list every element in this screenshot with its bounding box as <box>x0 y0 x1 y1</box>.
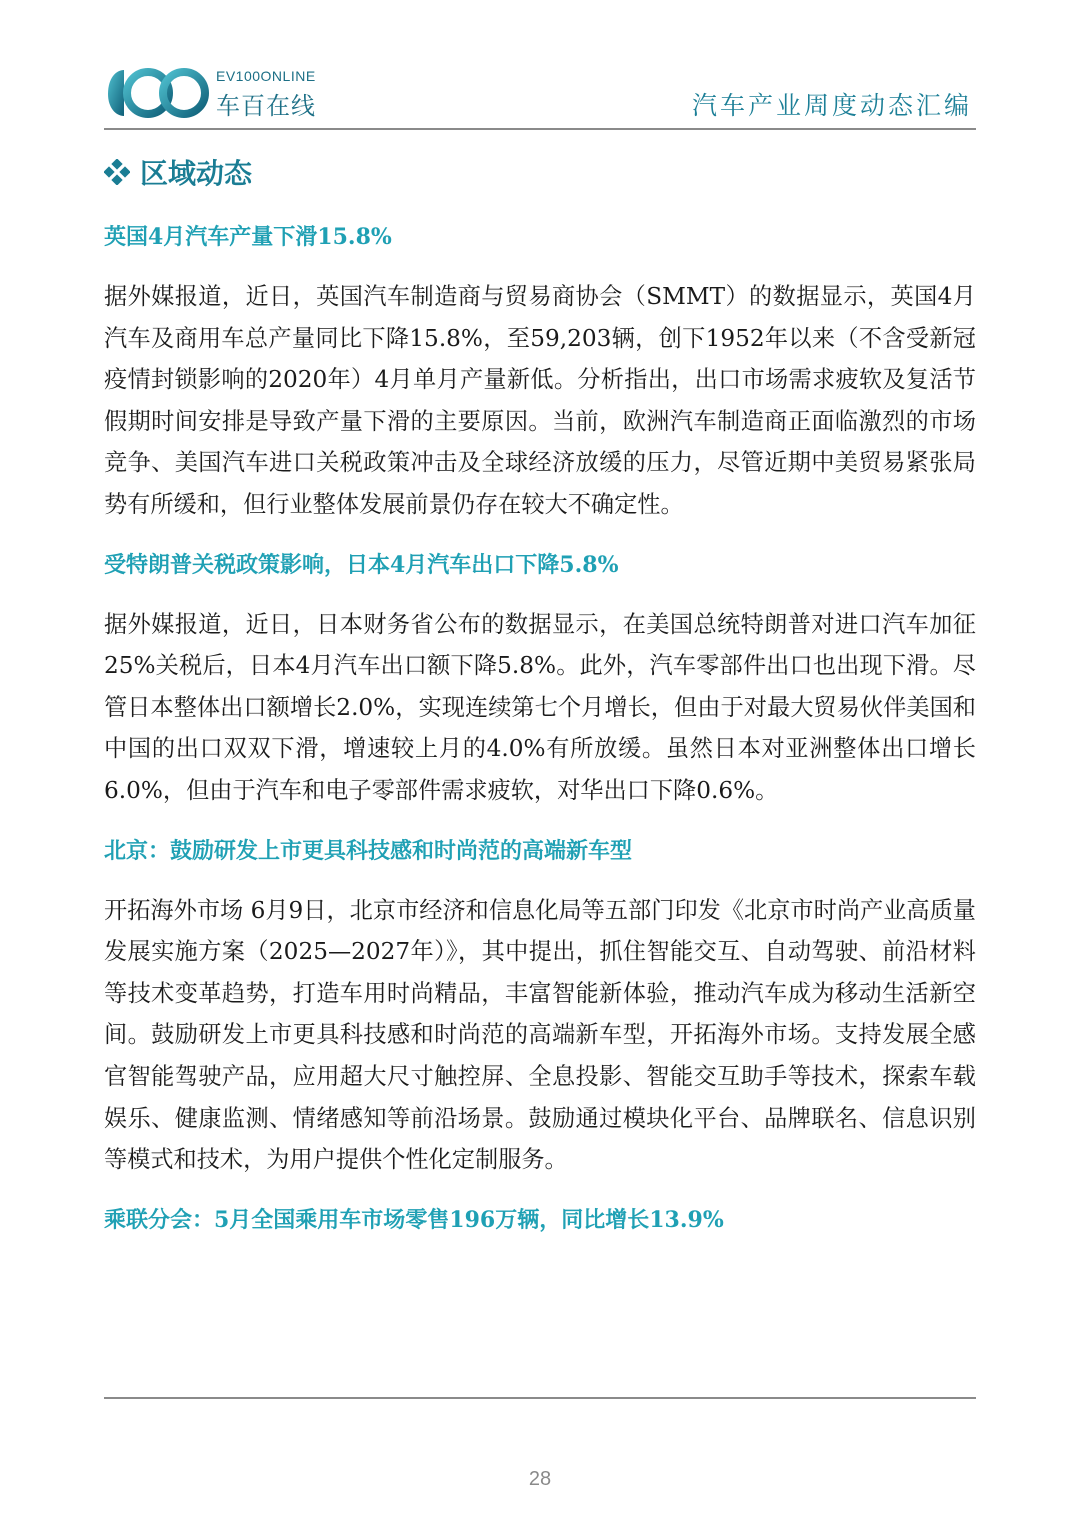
article <box>104 540 976 812</box>
page-number: 28 <box>528 1468 552 1490</box>
article-body: 开拓海外市场 6月9日，北京市经济和信息化局等五部门印发《北京市时尚产业高质量发展实施方案（2025—2027年）》，其中提出，抓住智能交互、自动驾驶、前沿材料等技术变革趋势，打造车用时尚精品，丰富智能新体验，推动汽车成为移动生活新空间。鼓励研发上市更具科技感和时尚范的高端新车型，开拓海外市场。支持发展全感官智能驾驶产品，应用超大尺寸触控屏、全息投影、智能交互助手等技术，探索车载娱乐、健康监测、情绪感知等前沿场景。鼓励通过模块化平台、品牌联名、信息识别等模式和技术，为用户提供个性化定制服务。 <box>104 896 976 1174</box>
article-body: 据外媒报道，近日，日本财务省公布的数据显示，在美国总统特朗普对进口汽车加征25%关税后，日本4月汽车出口额下降5.8%。此外，汽车零部件出口也出现下滑。尽管日本整体出口额增长2.0%，实现连续第七个月增长，但由于对最大贸易伙伴美国和中国的出口双双下滑，增速较上月的4.0%有所放缓。虽然日本对亚洲整体出口增长6.0%，但由于汽车和电子零部件需求疲软，对华出口下降0.6%。 <box>104 610 976 804</box>
diamond-bullet-icon <box>104 159 130 185</box>
logo-english-text: EV100ONLINE <box>216 68 316 84</box>
logo-chinese-text: 车百在线 <box>216 92 316 120</box>
article-title: 乘联分会：5月全国乘用车市场零售196万辆，同比增长13.9% <box>104 1206 724 1233</box>
article-list <box>104 212 976 1245</box>
ev100-logo <box>104 60 324 122</box>
article-body: 据外媒报道，近日，英国汽车制造商与贸易商协会（SMMT）的数据显示，英国4月汽车及商用车总产量同比下降15.8%，至59,203辆，创下1952年以来（不含受新冠疫情封锁影响的2020年）4月单月产量新低。分析指出，出口市场需求疲软及复活节假期时间安排是导致产量下滑的主要原因。当前，欧洲汽车制造商正面临激烈的市场竞争、美国汽车进口关税政策冲击及全球经济放缓的压力，尽管近期中美贸易紧张局势有所缓和，但行业整体发展前景仍存在较大不确定性。 <box>104 283 976 518</box>
article <box>104 1195 976 1245</box>
footer-divider <box>104 1397 976 1399</box>
section-heading-text: 区域动态 <box>140 157 253 190</box>
header-divider <box>104 128 976 130</box>
article-title: 北京：鼓励研发上市更具科技感和时尚范的高端新车型 <box>104 837 633 864</box>
section-heading <box>104 150 252 194</box>
publication-title: 汽车产业周度动态汇编 <box>691 91 972 120</box>
article <box>104 826 976 1181</box>
page-header <box>104 60 976 128</box>
article-title: 英国4月汽车产量下滑15.8% <box>104 224 392 250</box>
article-title: 受特朗普关税政策影响，日本4月汽车出口下降5.8% <box>104 551 619 578</box>
article <box>104 212 976 526</box>
logo-rings-icon <box>104 64 212 122</box>
